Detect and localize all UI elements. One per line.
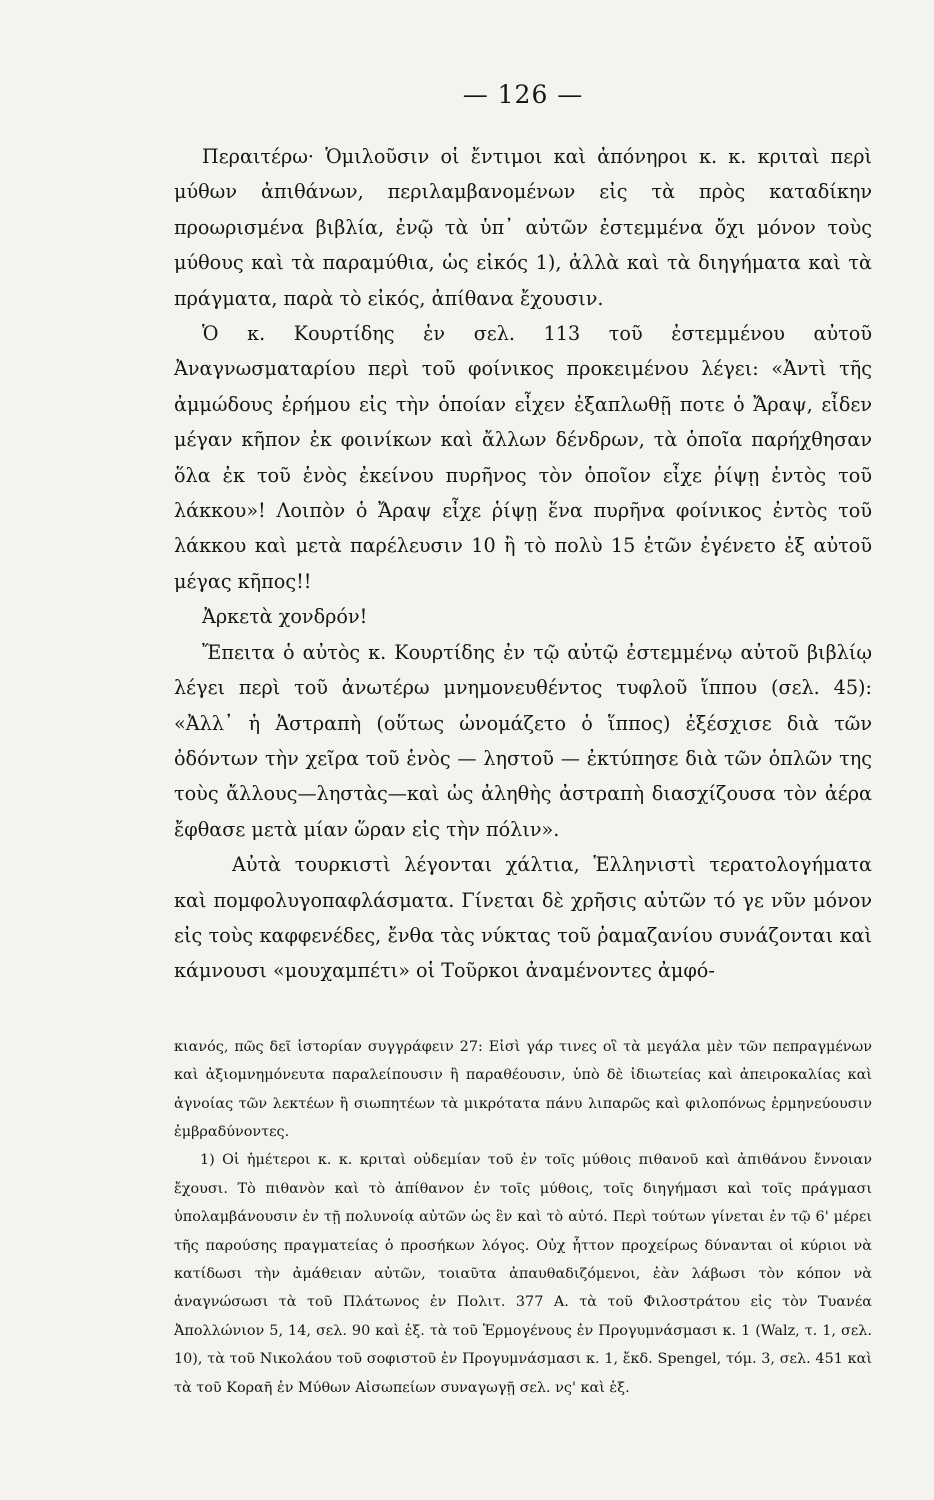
paragraph-2: Ὁ κ. Κουρτίδης ἐν σελ. 113 τοῦ ἐστεμμένου αὐτοῦ Ἀναγνωσματαρίου περὶ τοῦ φοίνικος προκειμένου λέγει: «Ἀντὶ τῆς ἀμμώδους ἐρήμου εἰς τὴν ὁποίαν εἶχεν ἐξαπλωθῇ ποτε ὁ Ἄραψ, εἶδεν μέγαν κῆπον ἐκ φοινίκων καὶ ἄλλων δένδρων, τὰ ὁποῖα παρήχθησαν ὅλα ἐκ τοῦ ἑνὸς ἐκείνου πυρῆνος τὸν ὁποῖον εἶχε ῥίψῃ ἐντὸς τοῦ λάκκου»! Λοιπὸν ὁ Ἄραψ εἶχε ῥίψῃ ἕνα πυρῆνα φοίνικος ἐντὸς τοῦ λάκκου καὶ μετὰ παρέλευσιν 10 ἢ τὸ πολὺ 15 ἐτῶν ἐγένετο ἐξ αὐτοῦ μέγας κῆπος!! <box>174 322 872 593</box>
footnote-1: 1) Οἱ ἡμέτεροι κ. κ. κριταὶ οὐδεμίαν τοῦ ἐν τοῖς μύθοις πιθανοῦ καὶ ἀπιθάνου ἔννοιαν ἔχουσι. Τὸ πιθανὸν καὶ τὸ ἀπίθανον ἐν τοῖς μύθοις, τοῖς διηγήμασι καὶ τοῖς πράγμασι ὑπολαμβάνουσιν ἐν τῇ πολυνοίᾳ αὐτῶν ὡς ἓν καὶ τὸ αὐτό. Περὶ τούτων γίνεται ἐν τῷ 6' μέρει τῆς παρούσης πραγματείας ὁ προσήκων λόγος. Οὐχ ἧττον προχείρως δύνανται οἱ κύριοι νὰ κατίδωσι τὴν ἀμάθειαν αὐτῶν, τοιαῦτα ἀπαυθαδιζόμενοι, ἐὰν λάβωσι τὸν κόπον νὰ ἀναγνώσωσι τὰ τοῦ Πλάτωνος ἐν Πολιτ. 377 Α. τὰ τοῦ Φιλοστράτου εἰς τὸν Τυανέα Ἀπολλώνιον 5, 14, σελ. 90 καὶ ἑξ. τὰ τοῦ Ἑρμογένους ἐν Προγυμνάσμασι κ. 1 (Walz, τ. 1, σελ. 10), τὰ τοῦ Νικολάου τοῦ σοφιστοῦ ἐν Προγυμνάσμασι κ. 1, ἔκδ. Spengel, τόμ. 3, σελ. 451 καὶ τὰ τοῦ Κοραῆ ἐν Μύθων Αἰσωπείων συναγωγῇ σελ. νς' καὶ ἑξ. <box>174 1152 872 1396</box>
main-text <box>174 139 872 989</box>
page-number: — 126 — <box>462 80 584 109</box>
paragraph-4: Ἔπειτα ὁ αὐτὸς κ. Κουρτίδης ἐν τῷ αὐτῷ ἐστεμμένῳ αὐτοῦ βιβλίῳ λέγει περὶ τοῦ ἀνωτέρω μνημονευθέντος τυφλοῦ ἵππου (σελ. 45): «Ἀλλ᾿ ἡ Ἀστραπὴ (οὕτως ὠνομάζετο ὁ ἵππος) ἐξέσχισε διὰ τῶν ὀδόντων τὴν χεῖρα τοῦ ἑνὸς — ληστοῦ — ἐκτύπησε διὰ τῶν ὁπλῶν της τοὺς ἄλλους—ληστὰς—καὶ ὡς ἀληθὴς ἀστραπὴ διασχίζουσα τὸν ἀέρα ἔφθασε μετὰ μίαν ὥραν εἰς τὴν πόλιν». <box>174 640 872 841</box>
footnotes <box>174 1033 872 1402</box>
paragraph-3: Ἀρκετὰ χονδρόν! <box>202 605 368 629</box>
paragraph-1: Περαιτέρω· Ὁμιλοῦσιν οἱ ἔντιμοι καὶ ἀπόνηροι κ. κ. κριταὶ περὶ μύθων ἀπιθάνων, περιλαμβανομένων εἰς τὰ πρὸς καταδίκην προωρισμένα βιβλία, ἐνῷ τὰ ὑπ᾿ αὐτῶν ἐστεμμένα ὄχι μόνον τοὺς μύθους καὶ τὰ παραμύθια, ὡς εἰκός 1), ἀλλὰ καὶ τὰ διηγήματα καὶ τὰ πράγματα, παρὰ τὸ εἰκός, ἀπίθανα ἔχουσιν. <box>174 145 872 310</box>
footnote-continued: κιανός, πῶς δεῖ ἱστορίαν συγγράφειν 27: Εἰσὶ γάρ τινες οἳ τὰ μεγάλα μὲν τῶν πεπραγμένων καὶ ἀξιομνημόνευτα παραλείπουσιν ἢ παραθέουσιν, ὑπὸ δὲ ἰδιωτείας καὶ ἀπειροκαλίας καὶ ἀγνοίας τῶν λεκτέων ἢ σιωπητέων τὰ μικρότατα πάνυ λιπαρῶς καὶ φιλοπόνως ἑρμηνεύουσιν ἐμβραδύνοντες. <box>174 1038 872 1140</box>
paragraph-5: Αὐτὰ τουρκιστὶ λέγονται χάλτια, Ἑλληνιστὶ τερατολογήματα καὶ πομφολυγοπαφλάσματα. Γίνεται δὲ χρῆσις αὐτῶν τό γε νῦν μόνον εἰς τοὺς καφφενέδες, ἔνθα τὰς νύκτας τοῦ ῥαμαζανίου συνάζονται καὶ κάμνουσι «μουχαμπέτι» οἱ Τοῦρκοι ἀναμένοντες ἀμφό- <box>174 853 872 983</box>
